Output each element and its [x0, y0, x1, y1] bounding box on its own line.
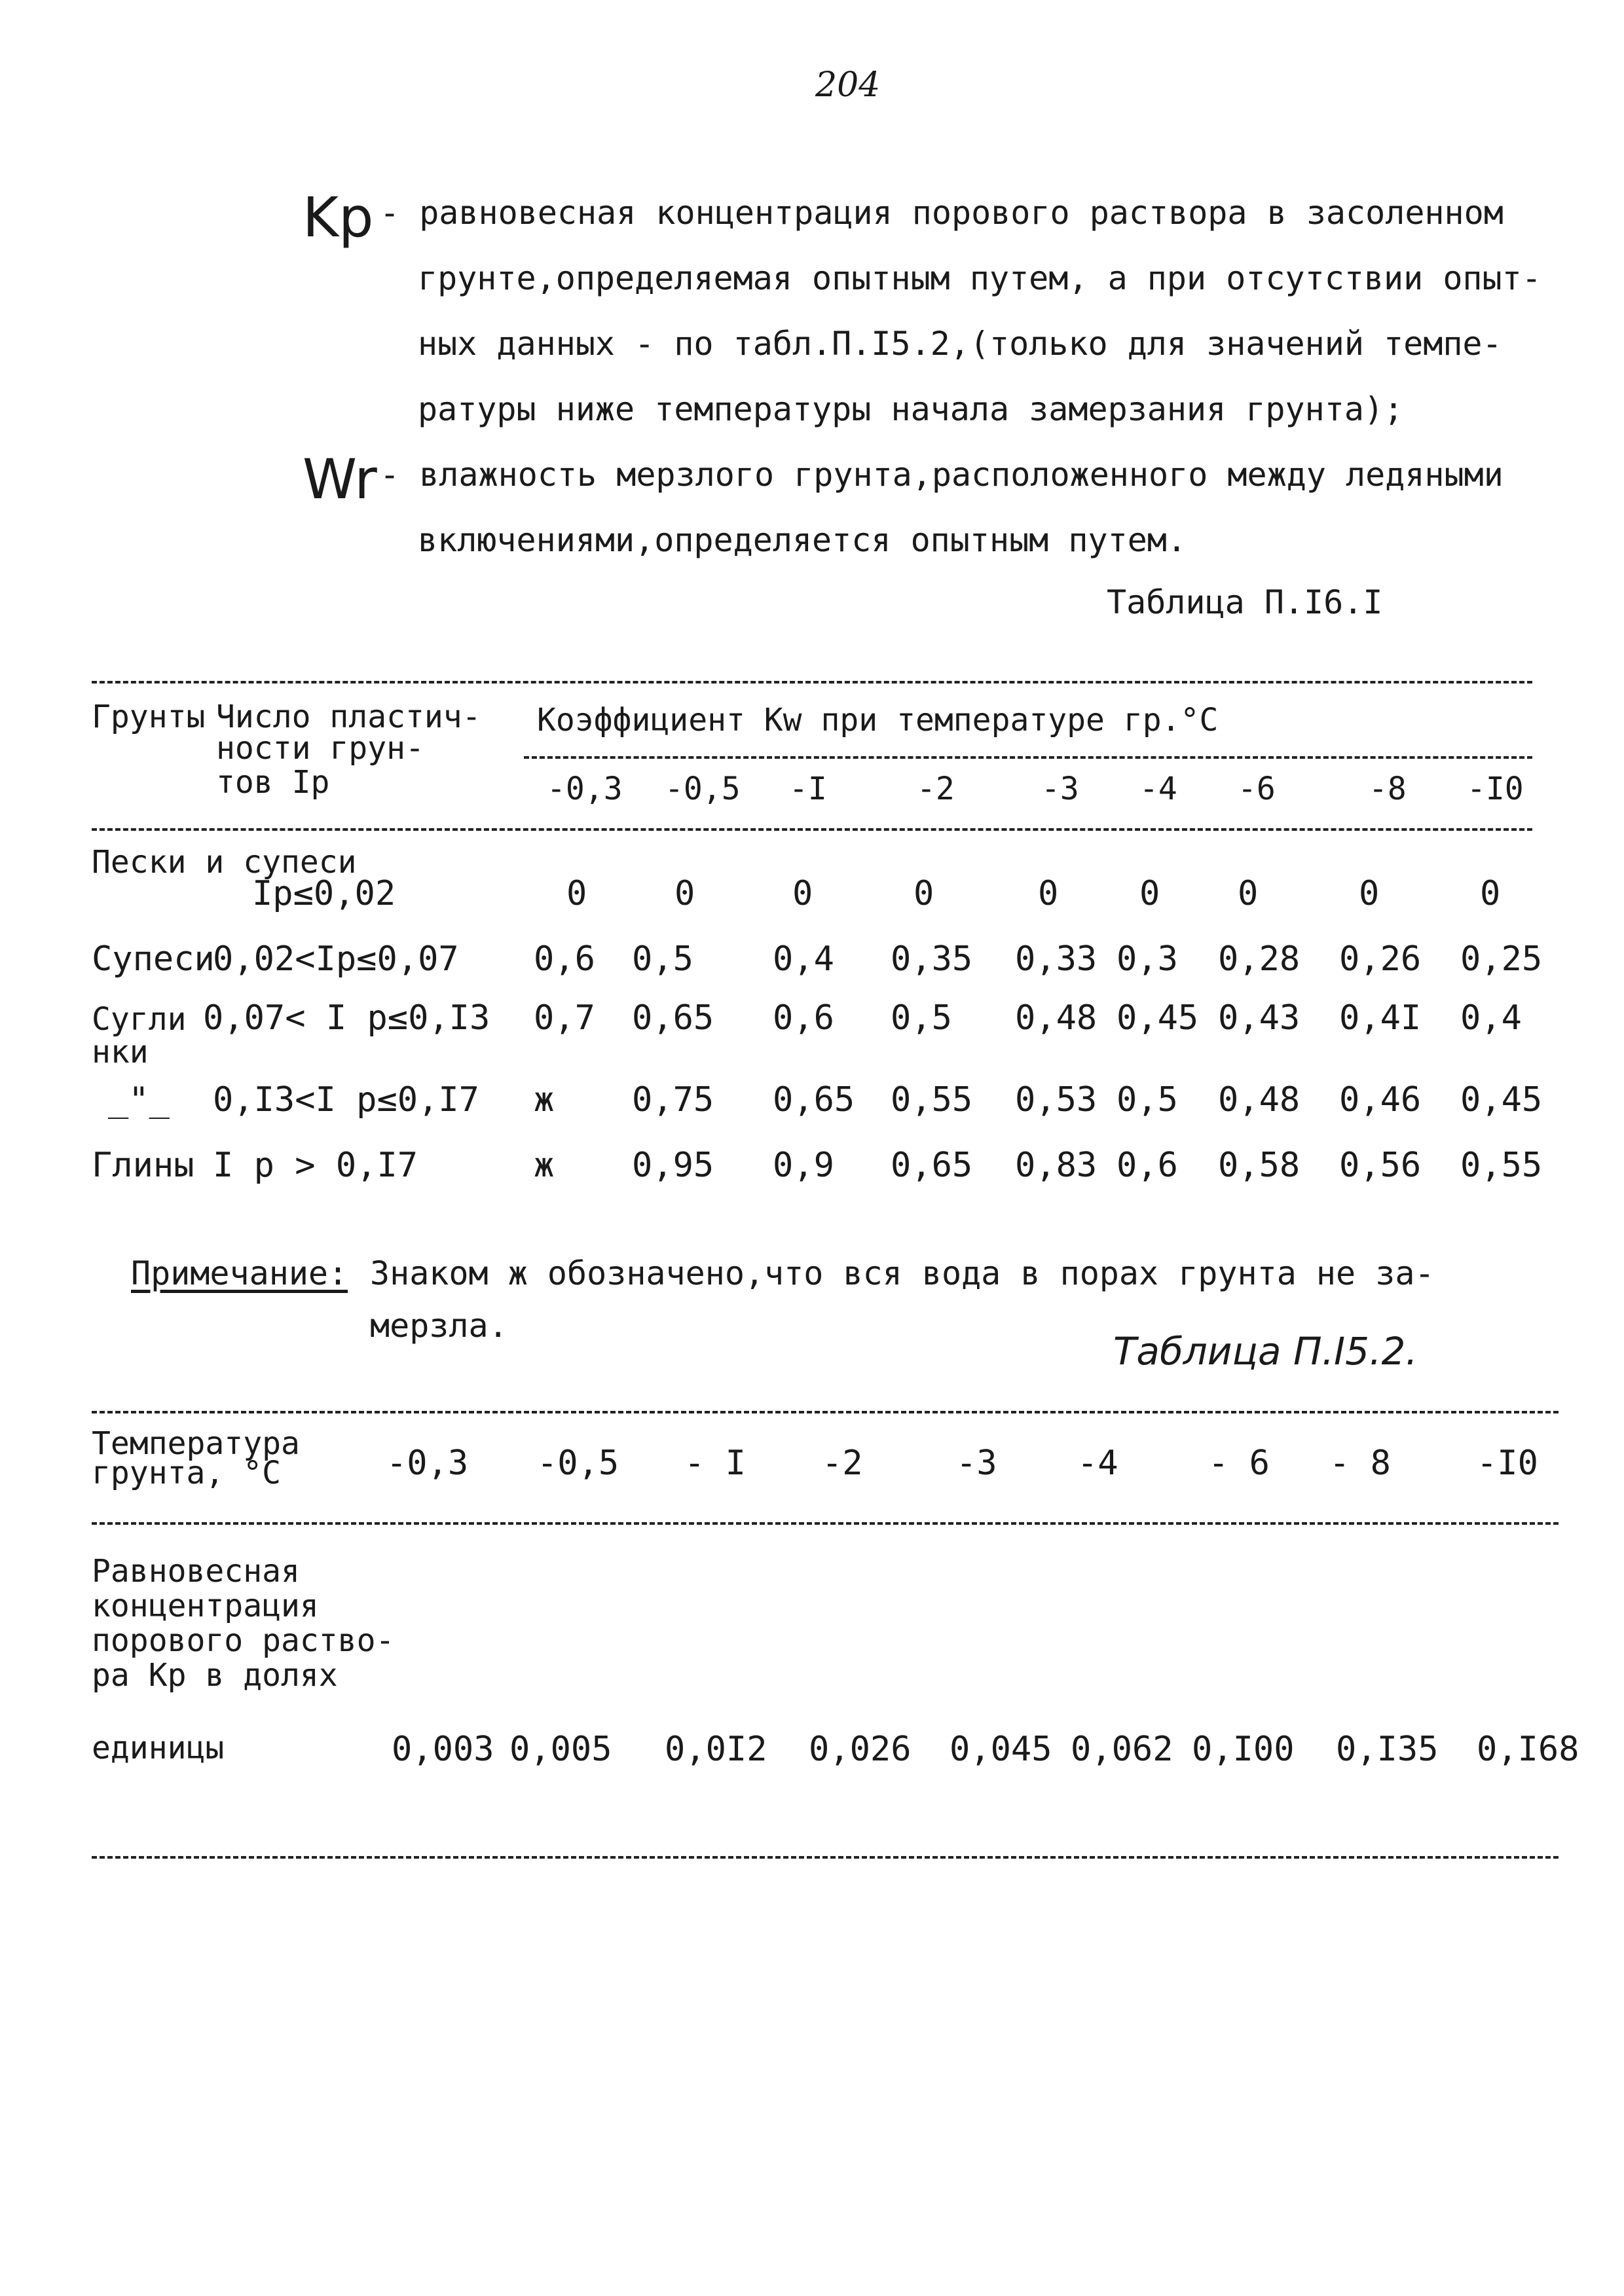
table1-temp-0: -0,3 [547, 771, 623, 807]
table1-cell: 0,5 [1116, 1080, 1178, 1120]
note-line-2: мерзла. [370, 1307, 508, 1345]
table1-row-0-soil: Пески и супеси [92, 844, 357, 881]
table2-row-label-line-4: ра Kp в долях [92, 1657, 338, 1694]
table1-row-4-soil: Глины [92, 1146, 194, 1185]
table1-temp-7: -8 [1369, 771, 1407, 807]
table2-row-label-line-5: единицы [92, 1730, 225, 1766]
table1-cell: 0,53 [1015, 1080, 1098, 1120]
table1-temp-1: -0,5 [665, 771, 741, 807]
table1-top-rule [92, 681, 1532, 683]
table1-row-3-ip: 0,I3<I p≤0,I7 [213, 1080, 479, 1120]
table2-value: 0,I00 [1192, 1730, 1295, 1769]
symbol-kp: Kp [303, 185, 374, 249]
table1-cell: 0,6 [773, 998, 834, 1038]
table2-head-line-1: Температура [92, 1425, 300, 1462]
table1-cell: ж [534, 1080, 555, 1120]
table1-temp-8: -I0 [1467, 771, 1524, 807]
table1-cell: 0 [1139, 874, 1160, 913]
table2-temp-1: -0,5 [537, 1444, 619, 1483]
table2-value: 0,0I2 [665, 1730, 767, 1769]
table1-cell: 0,55 [1460, 1146, 1543, 1185]
table1-row-2-ip: 0,07< I p≤0,I3 [203, 998, 490, 1038]
table1-cell: 0 [1480, 874, 1501, 913]
table1-row-3-soil: _"_ [108, 1080, 170, 1120]
table1-caption: Таблица П.I6.I [1107, 583, 1383, 621]
table1-cell: 0,65 [891, 1146, 973, 1185]
table2-temp-7: - 8 [1329, 1444, 1391, 1483]
definition-kp-line-1: - равновесная концентрация порового раствора в засоленном [380, 194, 1504, 232]
table1-cell: 0 [1038, 874, 1059, 913]
table2-temp-4: -3 [956, 1444, 997, 1483]
table1-cell: 0 [1359, 874, 1380, 913]
table2-bottom-rule [92, 1856, 1559, 1859]
table1-cell: 0,45 [1460, 1080, 1543, 1120]
table1-cell: 0,26 [1339, 939, 1422, 979]
table1-cell: 0,35 [891, 939, 973, 979]
table2-value: 0,005 [509, 1730, 612, 1769]
table1-head-soil: Грунты [92, 699, 206, 735]
table1-cell: 0 [913, 874, 934, 913]
table1-cell: 0,5 [891, 998, 952, 1038]
table1-temp-4: -3 [1041, 771, 1079, 807]
table2-temp-8: -I0 [1477, 1444, 1538, 1483]
definition-kp-line-3: ных данных - по табл.П.I5.2,(только для значений темпе- [418, 325, 1502, 363]
table1-row-4-ip: I p > 0,I7 [213, 1146, 418, 1185]
symbol-wr: Wr [303, 447, 377, 511]
note-label: Примечание: [131, 1254, 348, 1292]
table1-temp-5: -4 [1139, 771, 1177, 807]
table1-row-1-soil: Супеси [92, 939, 215, 979]
table1-cell: 0,3 [1116, 939, 1178, 979]
note-line-1: Знаком ж обозначено,что вся вода в порах грунта не за- [370, 1254, 1435, 1292]
table1-cell: 0,48 [1015, 998, 1098, 1038]
table1-cell: 0,55 [891, 1080, 973, 1120]
table2-value: 0,I68 [1477, 1730, 1579, 1769]
table1-cell: 0 [792, 874, 813, 913]
table1-header-rule [92, 828, 1532, 831]
table1-cell: 0,33 [1015, 939, 1098, 979]
table1-head-group: Коэффициент Kw при температуре гр.°С [537, 702, 1219, 738]
table1-cell: 0,6 [534, 939, 595, 979]
table2-row-label-line-2: концентрация [92, 1588, 319, 1624]
table1-group-rule [524, 756, 1532, 759]
table1-cell: 0,4I [1339, 998, 1422, 1038]
table1-cell: 0,25 [1460, 939, 1543, 979]
table1-cell: 0,7 [534, 998, 595, 1038]
table2-value: 0,I35 [1336, 1730, 1439, 1769]
table2-temp-6: - 6 [1208, 1444, 1270, 1483]
table1-temp-6: -6 [1238, 771, 1276, 807]
definition-kp-line-4: ратуры ниже температуры начала замерзания грунта); [418, 390, 1404, 428]
table2-value: 0,045 [950, 1730, 1052, 1769]
definition-kp-line-2: грунте,определяемая опытным путем, а при отсутствии опыт- [418, 259, 1541, 297]
table2-top-rule [92, 1411, 1559, 1413]
definition-wr-line-1: - влажность мерзлого грунта,расположенного между ледяными [380, 456, 1504, 494]
table1-cell: 0,28 [1218, 939, 1301, 979]
table1-cell: 0 [674, 874, 695, 913]
table2-value: 0,026 [809, 1730, 912, 1769]
table1-head-ip-line-2: ности грун- [216, 730, 424, 767]
table1-temp-3: -2 [917, 771, 955, 807]
table1-row-0-ip: Ip≤0,02 [252, 874, 396, 913]
table1-cell: 0,46 [1339, 1080, 1422, 1120]
table1-cell: 0,5 [632, 939, 693, 979]
table1-cell: 0,58 [1218, 1146, 1301, 1185]
table1-head-ip-line-1: Число пластич- [216, 699, 481, 735]
table1-cell: 0,6 [1116, 1146, 1178, 1185]
table2-temp-2: - I [684, 1444, 746, 1483]
table1-cell: 0,65 [773, 1080, 855, 1120]
table2-row-label-line-1: Равновесная [92, 1553, 300, 1590]
table1-cell: 0,4 [1460, 998, 1522, 1038]
table2-temp-3: -2 [822, 1444, 863, 1483]
table2-temp-0: -0,3 [386, 1444, 469, 1483]
table2-caption: Таблица П.I5.2. [1113, 1329, 1418, 1374]
table2-value: 0,062 [1071, 1730, 1173, 1769]
table1-cell: 0,9 [773, 1146, 834, 1185]
table1-head-ip-line-3: тов Ip [216, 764, 330, 801]
table1-cell: 0,43 [1218, 998, 1301, 1038]
table1-cell: 0,45 [1116, 998, 1199, 1038]
table2-head-line-2: грунта, °С [92, 1455, 281, 1491]
table2-header-rule [92, 1522, 1559, 1525]
table1-cell: 0,65 [632, 998, 714, 1038]
table1-cell: 0,83 [1015, 1146, 1098, 1185]
table1-cell: 0,48 [1218, 1080, 1301, 1120]
table1-cell: 0 [1238, 874, 1259, 913]
table1-row-2-soil: Суглинки [92, 1001, 187, 1071]
table1-cell: 0,95 [632, 1146, 714, 1185]
table1-cell: 0,75 [632, 1080, 714, 1120]
table1-cell: 0,4 [773, 939, 834, 979]
definition-wr-line-2: включениями,определяется опытным путем. [418, 521, 1187, 559]
table1-row-1-ip: 0,02<Ip≤0,07 [213, 939, 459, 979]
table1-cell: 0 [566, 874, 587, 913]
table1-temp-2: -I [789, 771, 827, 807]
table1-cell: ж [534, 1146, 555, 1185]
table2-temp-5: -4 [1077, 1444, 1118, 1483]
table2-value: 0,003 [392, 1730, 494, 1769]
table1-cell: 0,56 [1339, 1146, 1422, 1185]
page-number: 204 [815, 65, 881, 105]
table2-row-label-line-3: порового раство- [92, 1622, 395, 1659]
